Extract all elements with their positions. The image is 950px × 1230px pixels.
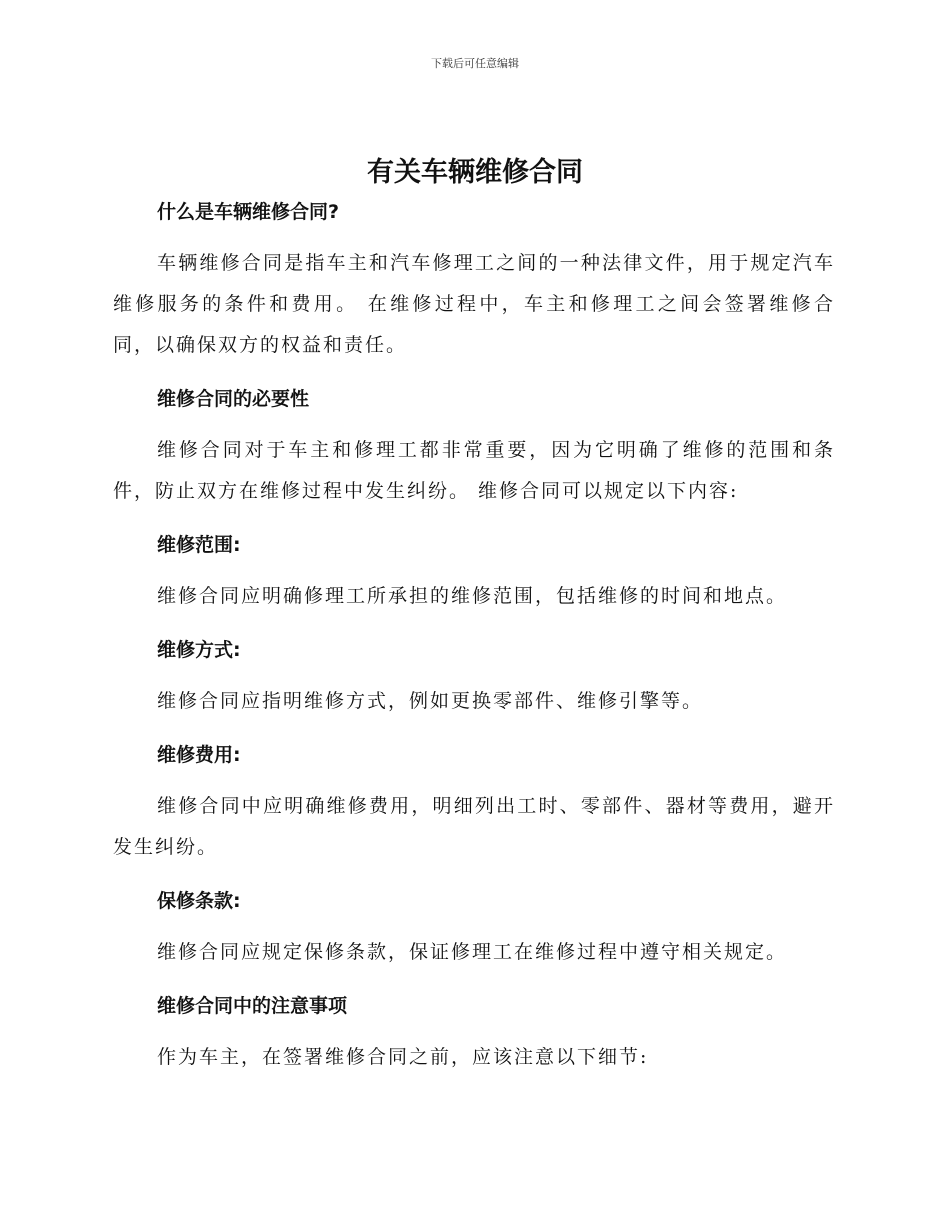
section-text-scope: 维修合同应明确修理工所承担的维修范围，包括维修的时间和地点。 [157, 585, 788, 607]
page-header-note: 下载后可任意编辑 [431, 57, 519, 70]
document-title: 有关车辆维修合同 [367, 157, 583, 188]
section-text-what-is: 车辆维修合同是指车主和汽车修理工之间的一种法律文件，用于规定汽车维修服务的条件和费用。 在维修过程中，车主和修理工之间会签署维修合同，以确保双方的权益和责任。 [113, 252, 835, 356]
section-text-method: 维修合同应指明维修方式，例如更换零部件、维修引擎等。 [157, 690, 704, 712]
section-heading-notes: 维修合同中的注意事项 [157, 995, 348, 1017]
section-heading-warranty: 保修条款: [157, 890, 241, 912]
section-heading-method: 维修方式: [157, 639, 241, 661]
section-text-notes: 作为车主，在签署维修合同之前，应该注意以下细节: [157, 1046, 649, 1068]
section-heading-scope: 维修范围: [157, 534, 241, 556]
document-body [113, 192, 835, 1091]
section-heading-what-is: 什么是车辆维修合同? [157, 201, 340, 223]
section-text-fees: 维修合同中应明确维修费用，明细列出工时、零部件、器材等费用，避开发生纠纷。 [113, 795, 835, 858]
section-text-necessity: 维修合同对于车主和修理工都非常重要，因为它明确了维修的范围和条件，防止双方在维修过程中发生纠纷。 维修合同可以规定以下内容: [113, 439, 835, 502]
section-heading-necessity: 维修合同的必要性 [157, 388, 310, 410]
section-text-warranty: 维修合同应规定保修条款，保证修理工在维修过程中遵守相关规定。 [157, 941, 788, 963]
section-heading-fees: 维修费用: [157, 744, 241, 766]
